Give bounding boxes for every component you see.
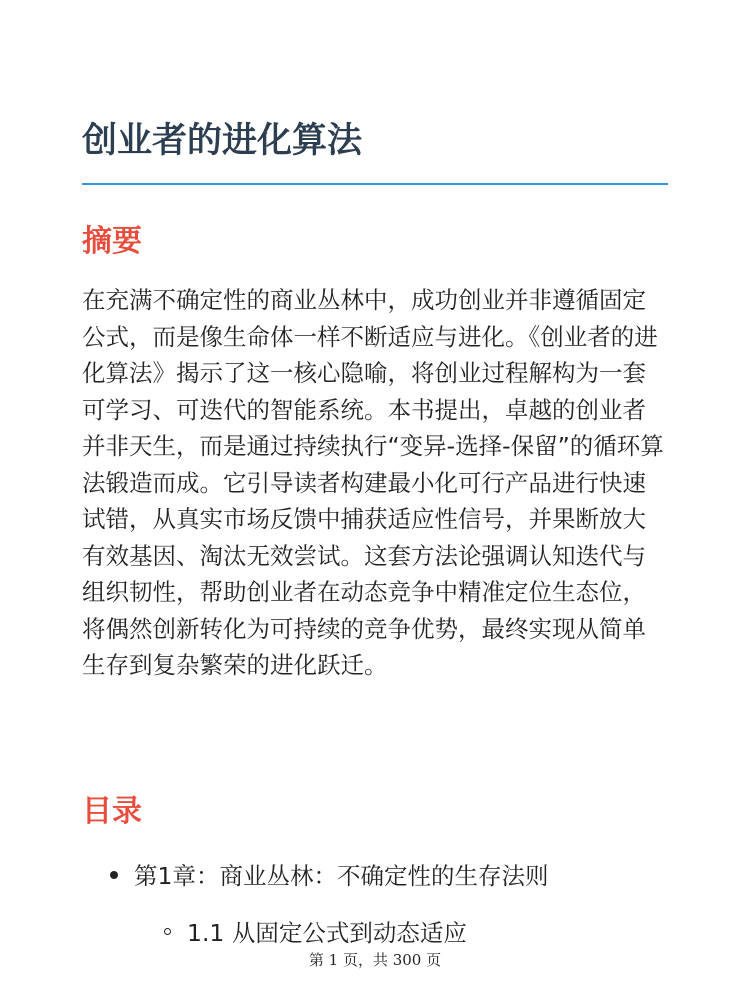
document-title: 创业者的进化算法: [82, 121, 363, 161]
toc-item-section-1-1[interactable]: [164, 915, 467, 951]
disc-bullet-icon: [110, 871, 118, 879]
circle-bullet-icon: [164, 928, 171, 935]
toc-heading: 目录: [82, 794, 142, 829]
abstract-paragraph: 在充满不确定性的商业丛林中，成功创业并非遵循固定公式，而是像生命体一样不断适应与进化。《创业者的进化算法》揭示了这一核心隐喻，将创业过程解构为一套可学习、可迭代的智能系统。本书提出，卓越的创业者并非天生，而是通过持续执行“变异-选择-保留”的循环算法锻造而成。它引导读者构建最小化可行产品进行快速试错，从真实市场反馈中捕获适应性信号，并果断放大有效基因、淘汰无效尝试。这套方法论强调认知迭代与组织韧性，帮助创业者在动态竞争中精准定位生态位，将偶然创新转化为可持续的竞争优势，最终实现从简单生存到复杂繁荣的进化跃迁。: [82, 286, 664, 679]
document-page: [82, 0, 668, 1000]
abstract-heading: 摘要: [82, 224, 142, 259]
toc-item-label: 1.1 从固定公式到动态适应: [187, 919, 467, 947]
toc-item-chapter-1[interactable]: [110, 858, 548, 894]
title-divider: [82, 183, 668, 185]
page-number-footer: 第 1 页，共 300 页: [308, 951, 442, 969]
toc-item-label: 第1章：商业丛林：不确定性的生存法则: [134, 862, 549, 890]
